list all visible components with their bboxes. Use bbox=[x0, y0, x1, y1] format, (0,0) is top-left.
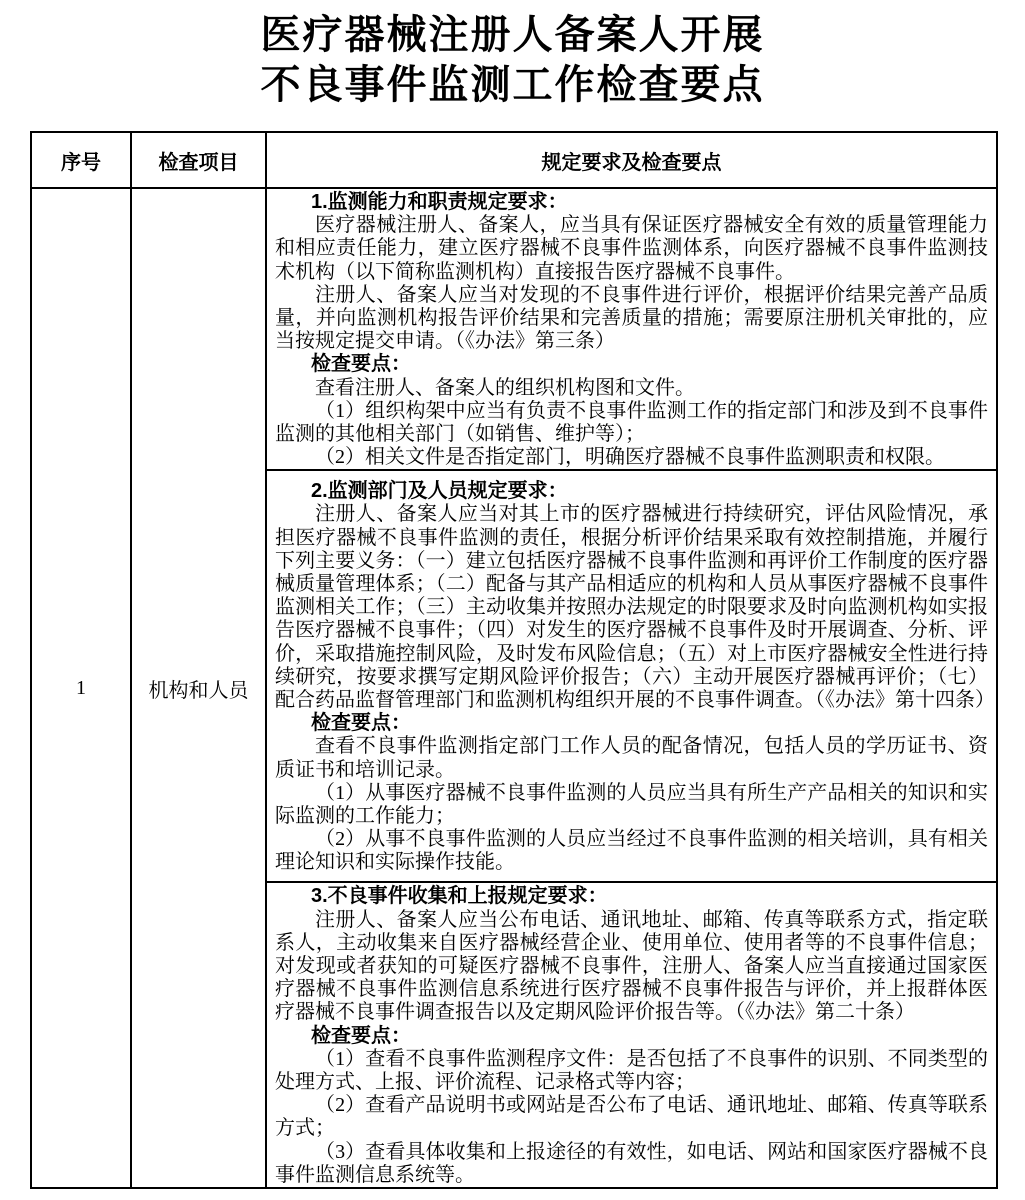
keypoint: （2）相关文件是否指定部门，明确医疗器械不良事件监测职责和权限。 bbox=[315, 446, 945, 469]
keypoint: （1）从事医疗器械不良事件监测的人员应当具有所生产产品相关的知识和实际监测的工作能力； bbox=[275, 781, 988, 828]
page-title-line1: 医疗器械注册人备案人开展 bbox=[260, 12, 765, 57]
keypoint: 查看注册人、备案人的组织机构图和文件。 bbox=[315, 376, 695, 399]
table-header-row bbox=[31, 132, 997, 188]
page-title bbox=[0, 0, 1025, 110]
requirements-section-2 bbox=[266, 470, 997, 882]
serial-number-cell: 1 bbox=[31, 188, 131, 1188]
keypoint: 查看不良事件监测指定部门工作人员的配备情况，包括人员的学历证书、资质证书和培训记录。 bbox=[275, 735, 988, 781]
inspection-item-cell: 机构和人员 bbox=[131, 188, 266, 1188]
keypoint: （1）组织构架中应当有负责不良事件监测工作的指定部门和涉及到不良事件监测的其他相关部门（如销售、维护等）； bbox=[275, 399, 988, 446]
keypoints-label: 检查要点： bbox=[311, 712, 411, 735]
header-cell-requirements: 规定要求及检查要点 bbox=[266, 132, 997, 188]
header-cell-item: 检查项目 bbox=[131, 132, 266, 188]
keypoint: （1）查看不良事件监测程序文件：是否包括了不良事件的识别、不同类型的处理方式、上报、评价流程、记录格式等内容； bbox=[275, 1047, 988, 1094]
keypoints-label: 检查要点： bbox=[311, 353, 411, 376]
paragraph: 医疗器械注册人、备案人，应当具有保证医疗器械安全有效的质量管理能力和相应责任能力，建立医疗器械不良事件监测体系，向医疗器械不良事件监测技术机构（以下简称监测机构）直接报告医疗器械不良事件。 bbox=[275, 214, 988, 283]
header-cell-serial: 序号 bbox=[31, 132, 131, 188]
keypoint: （2）从事不良事件监测的人员应当经过不良事件监测的相关培训，具有相关理论知识和实际操作技能。 bbox=[275, 828, 988, 874]
section-heading: 3.不良事件收集和上报规定要求： bbox=[311, 885, 608, 908]
requirements-section-3 bbox=[266, 882, 997, 1188]
page-title-line2: 不良事件监测工作检查要点 bbox=[260, 62, 765, 107]
paragraph: 注册人、备案人应当公布电话、通讯地址、邮箱、传真等联系方式，指定联系人，主动收集来自医疗器械经营企业、使用单位、使用者等的不良事件信息；对发现或者获知的可疑医疗器械不良事件，注册人、备案人应当直接通过国家医疗器械不良事件监测信息系统进行医疗器械不良事件报告与评价，并上报群体医疗器械不良事件调查报告以及定期风险评价报告等。（《办法》第二十条） bbox=[275, 908, 988, 1024]
keypoint: （2）查看产品说明书或网站是否公布了电话、通讯地址、邮箱、传真等联系方式； bbox=[275, 1094, 988, 1140]
inspection-table bbox=[30, 131, 998, 1189]
keypoint: （3）查看具体收集和上报途径的有效性，如电话、网站和国家医疗器械不良事件监测信息系统等。 bbox=[275, 1140, 988, 1186]
paragraph: 注册人、备案人应当对发现的不良事件进行评价，根据评价结果完善产品质量，并向监测机构报告评价结果和完善质量的措施；需要原注册机关审批的，应当按规定提交申请。（《办法》第三条） bbox=[275, 283, 988, 353]
section-heading: 1.监测能力和职责规定要求： bbox=[311, 191, 568, 213]
table-row bbox=[31, 188, 997, 470]
keypoints-label: 检查要点： bbox=[311, 1024, 411, 1047]
requirements-section-1 bbox=[266, 188, 997, 470]
paragraph: 注册人、备案人应当对其上市的医疗器械进行持续研究，评估风险情况，承担医疗器械不良事件监测的责任，根据分析评价结果采取有效控制措施，并履行下列主要义务：（一）建立包括医疗器械不良事件监测和再评价工作制度的医疗器械质量管理体系；（二）配备与其产品相适应的机构和人员从事医疗器械不良事件监测相关工作；（三）主动收集并按照办法规定的时限要求及时向监测机构如实报告医疗器械不良事件；（四）对发生的医疗器械不良事件及时开展调查、分析、评价，采取措施控制风险，及时发布风险信息；（五）对上市医疗器械安全性进行持续研究，按要求撰写定期风险评价报告；（六）主动开展医疗器械再评价；（七）配合药品监督管理部门和监测机构组织开展的不良事件调查。（《办法》第十四条） bbox=[275, 503, 995, 712]
section-heading: 2.监测部门及人员规定要求： bbox=[311, 480, 568, 503]
